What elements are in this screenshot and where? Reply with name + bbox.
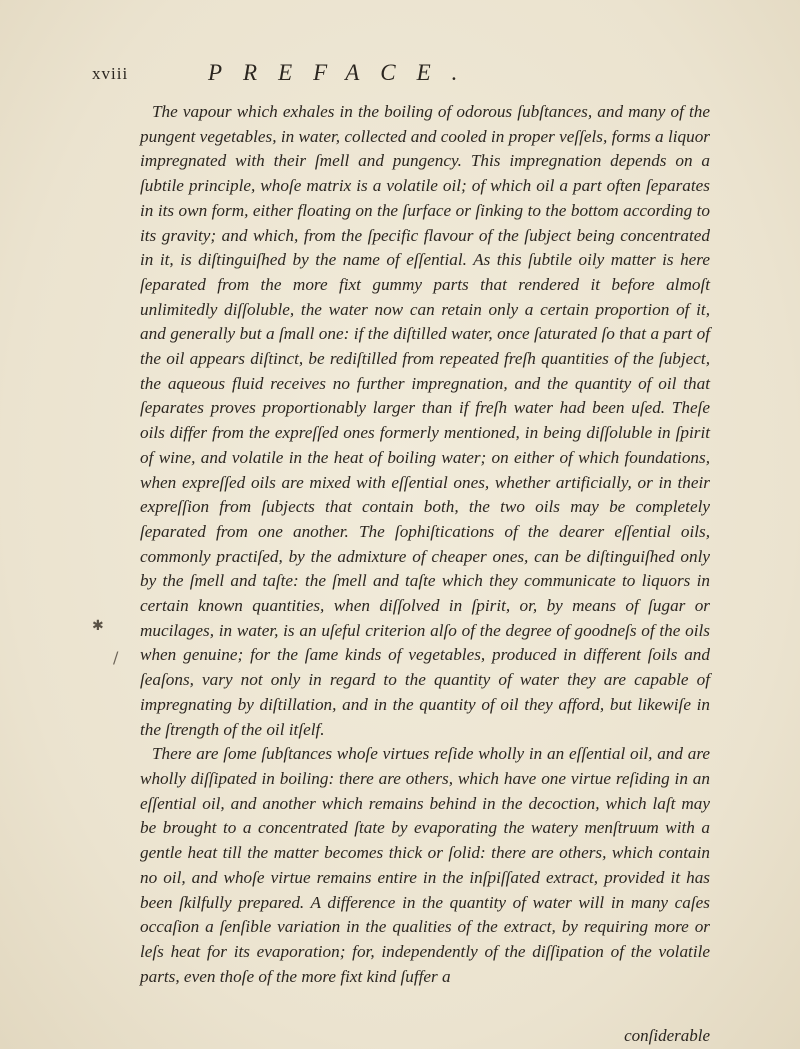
paragraph: There are ſome ſubſtances whoſe virtues reſide wholly in an eſſential oil, and are wholly diſſipated in boiling: there are others, which have one virtue reſiding in an eſſential oil, and another which remains behind in the decoction, which laſt may be brought to a concentrated ſtate by evaporating the watery menſtruum with a gentle heat till the matter becomes thick or ſolid: there are others, which contain no oil, and whoſe virtue remains entire in the inſpiſſated extract, provided it has been ſkilfully prepared. A difference in the quantity of water will in many caſes occaſion a ſenſible variation in the qualities of the extract, by requiring more or leſs heat for its evaporation; for, independently of the diſſipation of the volatile parts, even thoſe of the more fixt kind ſuffer a — [140, 744, 710, 986]
running-head: PREFACE. — [208, 60, 479, 85]
paragraph: The vapour which exhales in the boiling of odorous ſubſtances, and many of the pungent vegetables, in water, collected and cooled in proper veſſels, forms a liquor impregnated with their ſmell and pungency. This impregnation depends on a ſubtile principle, whoſe matrix is a volatile oil; of which oil a part often ſeparates in its own form, either floating on the ſurface or ſinking to the bottom according to its gravity; and which, from the ſpecific flavour of the ſubject being concentrated in it, is diſtinguiſhed by the name of eſſential. As this ſubtile oily matter is here ſeparated from the more fixt gummy parts that rendered it before almoſt unlimitedly diſſoluble, the water now can retain only a certain proportion of it, and generally but a ſmall one: if the diſtilled water, once ſaturated ſo that a part of the oil appears diſtinct, be rediſtilled from repeated freſh quantities of the ſubject, the aqueous fluid receives no further impregnation, and the quantity of oil that ſeparates proves proportionably larger than if freſh water had been uſed. Theſe oils differ from the expreſſed ones formerly mentioned, in being diſſoluble in ſpirit of wine, and volatile in the heat of boiling water; on either of which foundations, when expreſſed oils are mixed with eſſential ones, whether artificially, or in their expreſſion from ſubjects that contain both, the two oils may be completely ſeparated from one another. The ſophiſtications of the dearer eſſential oils, commonly practiſed, by the admixture of cheaper ones, can be diſtinguiſhed only by the ſmell and taſte: the ſmell and taſte which they communicate to liquors in certain known quantities, when diſſolved in ſpirit, or, by means of ſugar or mucilages, in water, is an uſeful criterion alſo of the degree of goodneſs of the oils when genuine; for the ſame kinds of vegetables, produced in different ſoils and ſeaſons, vary not only in regard to the quantity of water they are capable of impregnating by diſtillation, and in the quantity of oil they afford, but likewiſe in the ſtrength of the oil itſelf. — [140, 102, 710, 739]
catchword: conſiderable — [624, 1026, 710, 1045]
margin-mark: ✱ — [92, 618, 104, 634]
margin-mark: / — [113, 648, 119, 667]
page-number: xviii — [92, 64, 129, 83]
page-header — [0, 60, 800, 90]
body-text — [140, 100, 710, 989]
